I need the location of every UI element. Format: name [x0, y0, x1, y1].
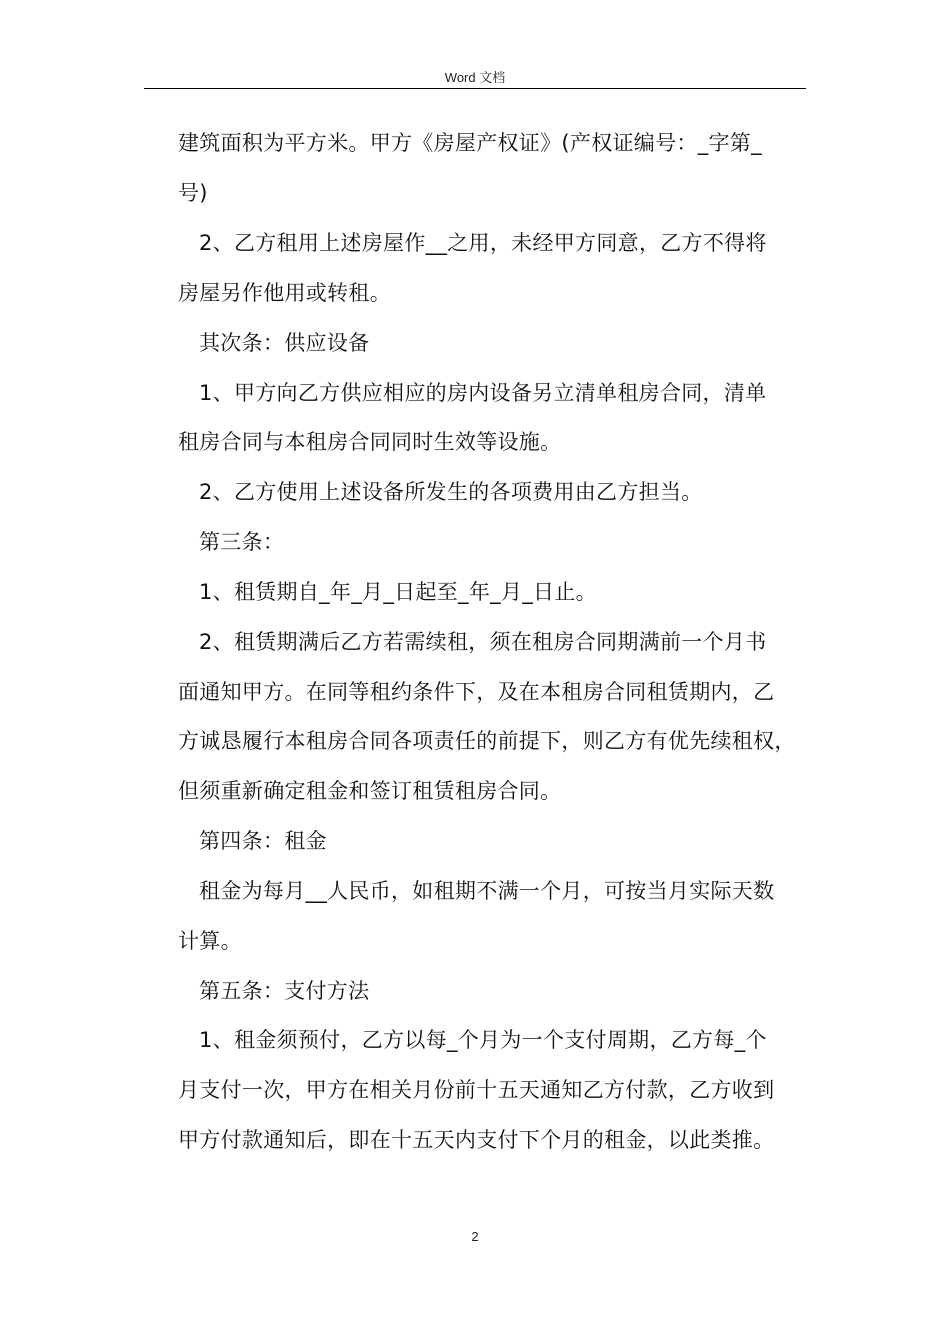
body-line: 建筑面积为平方米。甲方《房屋产权证》(产权证编号：_字第_	[178, 131, 762, 155]
page-header	[144, 64, 806, 89]
section-heading: 第四条：租金	[199, 829, 327, 853]
body-line: 但须重新确定租金和签订租赁租房合同。	[178, 779, 562, 803]
section-heading: 第三条：	[199, 530, 285, 554]
header-title: Word 文档	[444, 70, 506, 85]
body-line: 房屋另作他用或转租。	[178, 281, 391, 305]
body-line: 甲方付款通知后，即在十五天内支付下个月的租金，以此类推。	[178, 1128, 775, 1152]
section-heading: 其次条：供应设备	[199, 331, 370, 355]
body-line: 1、租赁期自_年_月_日起至_年_月_日止。	[199, 580, 597, 604]
body-line: 方诚恳履行本租房合同各项责任的前提下，则乙方有优先续租权，	[178, 729, 796, 753]
body-line: 面通知甲方。在同等租约条件下，及在本租房合同租赁期内，乙	[178, 680, 775, 704]
body-line: 号)	[178, 181, 208, 205]
body-line: 1、租金须预付，乙方以每_个月为一个支付周期，乙方每_个	[199, 1028, 767, 1052]
page-number: 2	[471, 1229, 479, 1244]
body-line: 2、乙方租用上述房屋作__之用，未经甲方同意，乙方不得将	[199, 231, 767, 255]
body-line: 租金为每月__人民币，如租期不满一个月，可按当月实际天数	[199, 879, 775, 903]
section-heading: 第五条：支付方法	[199, 979, 370, 1003]
body-line: 租房合同与本租房合同同时生效等设施。	[178, 430, 562, 454]
body-line: 2、乙方使用上述设备所发生的各项费用由乙方担当。	[199, 480, 703, 504]
body-line: 2、租赁期满后乙方若需续租，须在租房合同期满前一个月书	[199, 630, 767, 654]
body-line: 1、甲方向乙方供应相应的房内设备另立清单租房合同，清单	[199, 381, 767, 405]
body-line: 月支付一次，甲方在相关月份前十五天通知乙方付款，乙方收到	[178, 1078, 775, 1102]
body-line: 计算。	[178, 929, 242, 953]
